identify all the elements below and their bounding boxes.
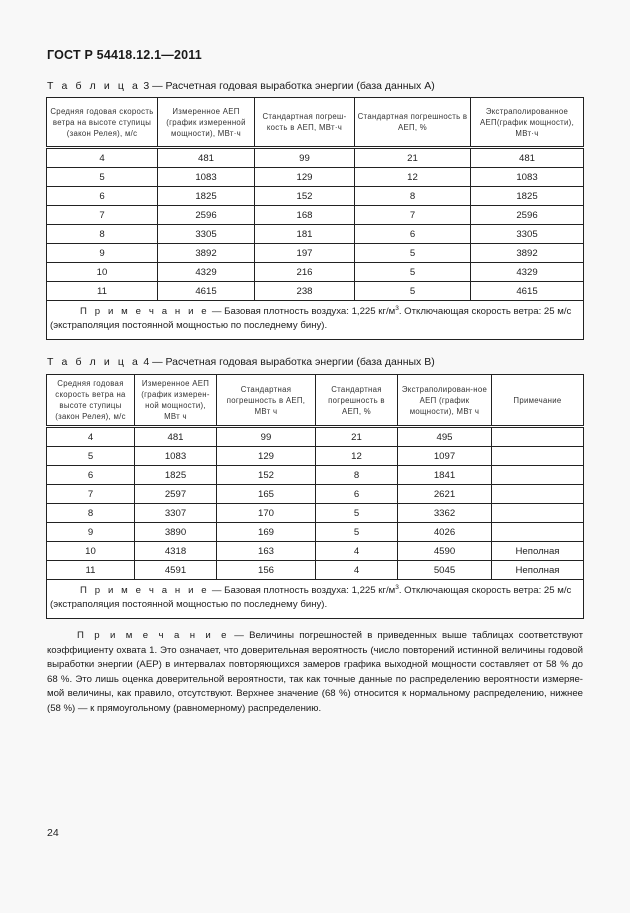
table-cell: 6 bbox=[47, 466, 135, 485]
table-row bbox=[47, 466, 584, 485]
table-cell: 152 bbox=[255, 187, 355, 206]
footnote-text: — Величины погрешностей в приведенных выше таблицах соответствуют коэффициенту охвата 1. Это означает, что доверительная вероятность (число повторений истинной величины годовой выработки энергии (АЕР) в интервалах повторяющихся замеров графика выходной мощности составляет от 58 % до 68 %. Это лишь оценка доверительной вероятности, так как точные данные по распределению вероятности измеряе-мой величины, как правило, отсутствуют. Верхнее значение (68 %) относится к нормальному распределению, нижнее (58 %) — к прямоугольному (равномерному) распределению. bbox=[47, 630, 583, 714]
note-superscript: 3 bbox=[395, 304, 399, 312]
table-cell: 1097 bbox=[398, 447, 492, 466]
table-cell: 6 bbox=[47, 187, 158, 206]
table3 bbox=[46, 97, 584, 340]
table-cell: 170 bbox=[217, 504, 316, 523]
table-row bbox=[47, 282, 584, 301]
table-cell: 12 bbox=[355, 168, 471, 187]
table-cell: 4329 bbox=[158, 263, 255, 282]
table-cell: 1825 bbox=[471, 187, 584, 206]
table4-header-measured-aep: Измеренное АЕП (график измерен-ной мощности), МВт ч bbox=[135, 375, 217, 427]
table-cell: 2621 bbox=[398, 485, 492, 504]
table3-caption-number: 3 bbox=[143, 80, 150, 92]
table-cell: 4329 bbox=[471, 263, 584, 282]
table-cell: 3892 bbox=[471, 244, 584, 263]
table-cell: 2596 bbox=[158, 206, 255, 225]
table-cell: 4026 bbox=[398, 523, 492, 542]
table-cell: 3362 bbox=[398, 504, 492, 523]
table-cell: 5045 bbox=[398, 561, 492, 580]
table-cell: Неполная bbox=[492, 542, 584, 561]
table-cell: 481 bbox=[135, 427, 217, 447]
standard-id-header: ГОСТ Р 54418.12.1—2011 bbox=[47, 48, 202, 62]
table3-header-std-error-mwh: Стандартная погреш-кость в АЕП, МВт·ч bbox=[255, 98, 355, 148]
table-cell bbox=[492, 447, 584, 466]
table-cell: 8 bbox=[47, 225, 158, 244]
table-row bbox=[47, 244, 584, 263]
table-cell: 5 bbox=[355, 263, 471, 282]
table-cell: 4 bbox=[47, 427, 135, 447]
table-cell: 5 bbox=[47, 447, 135, 466]
table3-caption-text: — Расчетная годовая выработка энергии (база данных А) bbox=[149, 80, 435, 92]
table4-header-std-error-mwh: Стандартная погрешность в АЕП, МВт ч bbox=[217, 375, 316, 427]
table-cell bbox=[492, 466, 584, 485]
table-cell: 5 bbox=[316, 504, 398, 523]
table-cell: 481 bbox=[471, 148, 584, 168]
table-cell: 2596 bbox=[471, 206, 584, 225]
table4-header-extrapolated-aep: Экстраполирован-ное АЕП (график мощности), МВт ч bbox=[398, 375, 492, 427]
table4-caption-prefix: Т а б л и ц а bbox=[47, 356, 141, 368]
table-cell: 4 bbox=[316, 542, 398, 561]
table-cell: 1825 bbox=[158, 187, 255, 206]
table-cell: 169 bbox=[217, 523, 316, 542]
table-cell: 481 bbox=[158, 148, 255, 168]
table4-caption-number: 4 bbox=[143, 356, 150, 368]
table-row bbox=[47, 447, 584, 466]
table-cell: 5 bbox=[316, 523, 398, 542]
table-cell: 4590 bbox=[398, 542, 492, 561]
table-cell: 4615 bbox=[471, 282, 584, 301]
table-note bbox=[47, 301, 584, 340]
table-cell bbox=[492, 504, 584, 523]
table-cell: 4615 bbox=[158, 282, 255, 301]
table-cell: 3307 bbox=[135, 504, 217, 523]
table-row bbox=[47, 168, 584, 187]
table-cell: 181 bbox=[255, 225, 355, 244]
table4 bbox=[46, 374, 584, 619]
table-row bbox=[47, 542, 584, 561]
note-text: . Отключающая скорость ветра: 25 м/с (экстраполяция постоянной мощностью по последнему бину). bbox=[50, 306, 572, 331]
table-cell bbox=[492, 523, 584, 542]
table-cell: 21 bbox=[316, 427, 398, 447]
note-text: . Отключающая скорость ветра: 25 м/с (экстраполяция постоянной мощностью по последнему бину). bbox=[50, 585, 572, 610]
table4-caption-text: — Расчетная годовая выработка энергии (база данных В) bbox=[149, 356, 435, 368]
table-cell: 216 bbox=[255, 263, 355, 282]
table3-header-std-error-pct: Стандартная погрешность в АЕП, % bbox=[355, 98, 471, 148]
table-row bbox=[47, 485, 584, 504]
table-cell bbox=[492, 485, 584, 504]
note-label: П р и м е ч а н и е bbox=[80, 306, 210, 317]
table-cell: 10 bbox=[47, 263, 158, 282]
table-cell: 99 bbox=[255, 148, 355, 168]
table3-header-measured-aep: Измеренное АЕП (график измеренной мощности), МВт·ч bbox=[158, 98, 255, 148]
table-cell: 3305 bbox=[471, 225, 584, 244]
table-cell: 495 bbox=[398, 427, 492, 447]
table-cell: 7 bbox=[47, 485, 135, 504]
table-cell: 8 bbox=[47, 504, 135, 523]
table-cell: 129 bbox=[255, 168, 355, 187]
table-cell: 10 bbox=[47, 542, 135, 561]
table-cell: 152 bbox=[217, 466, 316, 485]
table4-header-std-error-pct: Стандартная погрешность в АЕП, % bbox=[316, 375, 398, 427]
table-cell: 4 bbox=[47, 148, 158, 168]
note-label: П р и м е ч а н и е bbox=[80, 585, 210, 596]
table-cell: 3890 bbox=[135, 523, 217, 542]
table4-caption bbox=[47, 356, 435, 368]
table-cell: 12 bbox=[316, 447, 398, 466]
table-row bbox=[47, 225, 584, 244]
table-cell: 6 bbox=[316, 485, 398, 504]
page-number: 24 bbox=[47, 827, 59, 839]
table-cell: 168 bbox=[255, 206, 355, 225]
table-row bbox=[47, 427, 584, 447]
table-cell: 7 bbox=[47, 206, 158, 225]
table3-caption-prefix: Т а б л и ц а bbox=[47, 80, 141, 92]
table-note-row bbox=[47, 301, 584, 340]
table-cell: 5 bbox=[355, 282, 471, 301]
table-cell: 2597 bbox=[135, 485, 217, 504]
table-cell: Неполная bbox=[492, 561, 584, 580]
table4-header-wind-speed: Средняя годовая скорость ветра на высоте ступицы (закон Релея), м/с bbox=[47, 375, 135, 427]
table-row bbox=[47, 504, 584, 523]
table-cell: 21 bbox=[355, 148, 471, 168]
table-cell: 9 bbox=[47, 244, 158, 263]
table-row bbox=[47, 187, 584, 206]
table-cell: 11 bbox=[47, 282, 158, 301]
table-cell: 5 bbox=[47, 168, 158, 187]
table-cell: 6 bbox=[355, 225, 471, 244]
table3-header-wind-speed: Средняя годовая скорость ветра на высоте ступицы (закон Релея), м/с bbox=[47, 98, 158, 148]
footnote bbox=[47, 629, 583, 717]
table-row bbox=[47, 561, 584, 580]
table-row bbox=[47, 148, 584, 168]
table-row bbox=[47, 263, 584, 282]
table-cell: 1825 bbox=[135, 466, 217, 485]
table-cell: 238 bbox=[255, 282, 355, 301]
table-cell: 7 bbox=[355, 206, 471, 225]
table-cell: 129 bbox=[217, 447, 316, 466]
table-cell: 4318 bbox=[135, 542, 217, 561]
footnote-label: П р и м е ч а н и е bbox=[77, 630, 230, 641]
table-note bbox=[47, 580, 584, 619]
table-cell: 197 bbox=[255, 244, 355, 263]
note-superscript: 3 bbox=[395, 583, 399, 591]
table-cell: 1083 bbox=[471, 168, 584, 187]
table3-header-extrapolated-aep: Экстраполированное АЕП(график мощности), МВт·ч bbox=[471, 98, 584, 148]
table-cell: 3305 bbox=[158, 225, 255, 244]
table-cell: 8 bbox=[316, 466, 398, 485]
table-cell: 165 bbox=[217, 485, 316, 504]
table-cell: 1841 bbox=[398, 466, 492, 485]
table-cell: 4 bbox=[316, 561, 398, 580]
note-text: — Базовая плотность воздуха: 1,225 кг/м bbox=[209, 306, 396, 317]
table-cell: 9 bbox=[47, 523, 135, 542]
table-cell: 163 bbox=[217, 542, 316, 561]
table-cell: 8 bbox=[355, 187, 471, 206]
table-cell: 11 bbox=[47, 561, 135, 580]
table-cell: 3892 bbox=[158, 244, 255, 263]
table3-caption bbox=[47, 80, 435, 92]
table-row bbox=[47, 206, 584, 225]
table-row bbox=[47, 523, 584, 542]
table4-header-remark: Примечание bbox=[492, 375, 584, 427]
table-cell: 1083 bbox=[135, 447, 217, 466]
table-cell: 156 bbox=[217, 561, 316, 580]
table-note-row bbox=[47, 580, 584, 619]
table-cell: 4591 bbox=[135, 561, 217, 580]
table-cell: 1083 bbox=[158, 168, 255, 187]
note-text: — Базовая плотность воздуха: 1,225 кг/м bbox=[209, 585, 396, 596]
table-cell: 5 bbox=[355, 244, 471, 263]
table-cell bbox=[492, 427, 584, 447]
table-cell: 99 bbox=[217, 427, 316, 447]
